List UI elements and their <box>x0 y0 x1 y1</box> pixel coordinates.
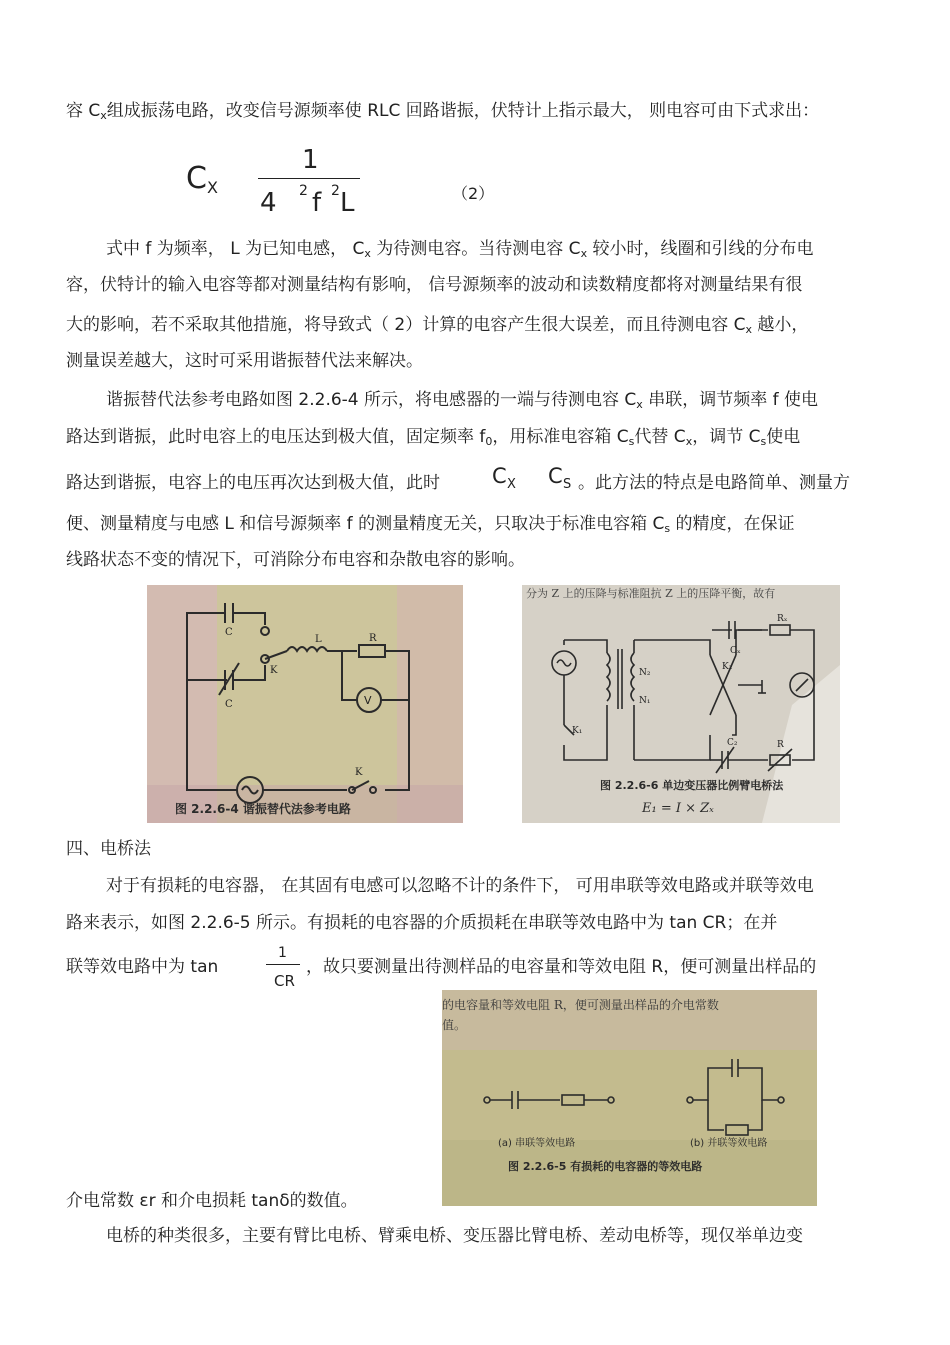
section-heading: 四、电桥法 <box>66 839 151 859</box>
formula-lhs: C <box>186 161 207 196</box>
text-line: 路达到谐振，电容上的电压再次达到极大值，此时 <box>66 473 440 493</box>
symbol-cx: C <box>492 464 507 488</box>
fraction-denominator: CR <box>274 972 295 990</box>
text-line: 式中 f 为频率， L 为已知电感， $C_x$ 为待测电容。当待测电容 $C_x$ 较小时，线圈和引线的分布电 <box>106 239 814 260</box>
figure-caption: 图 2.2.6-5 有损耗的电容器的等效电路 <box>508 1160 703 1173</box>
formula-lhs-sub: X <box>207 178 218 197</box>
label-k2: K₂ <box>722 662 733 672</box>
fraction-bar <box>258 178 360 179</box>
text-line: 对于有损耗的电容器， 在其固有电感可以忽略不计的条件下， 可用串联等效电路或并联等效电 <box>106 876 814 896</box>
symbol-cs-sub: S <box>563 477 572 492</box>
symbol-cs: C <box>548 464 563 488</box>
formula-den-L: L <box>340 188 355 218</box>
formula-den-4: 4 <box>260 188 277 218</box>
symbol-cx-sub: X <box>507 477 516 492</box>
label-r: R <box>777 740 784 750</box>
text-line: 联等效电路中为 tan <box>66 957 219 977</box>
figure-equivalent-circuits <box>442 990 817 1206</box>
text-line: ，故只要测量出待测样品的电容量和等效电阻 R，便可测量出样品的 <box>306 957 817 977</box>
figure-caption: 图 2.2.6-4 谐振替代法参考电路 <box>175 802 351 816</box>
label-series: (a) 串联等效电路 <box>498 1138 576 1149</box>
figure-top-text-2: 值。 <box>442 1018 467 1032</box>
figure-resonance-circuit <box>147 585 463 823</box>
label-cx: Cₓ <box>730 646 741 656</box>
label-n1: N₁ <box>639 696 651 706</box>
text-line: 电桥的种类很多，主要有臂比电桥、臂乘电桥、变压器比臂电桥、差动电桥等，现仅举单边变 <box>106 1226 803 1246</box>
label-k1: K₁ <box>572 726 583 736</box>
label-n2: N₂ <box>639 668 651 678</box>
fraction-bar <box>266 964 300 965</box>
figure-top-text: 分为 Z 上的压降与标准阻抗 Z 上的压降平衡，故有 <box>526 587 776 600</box>
label-c2: C <box>225 699 233 710</box>
label-v: V <box>364 694 372 707</box>
text-line: 测量误差越大，这时可采用谐振替代法来解决。 <box>66 351 423 371</box>
fraction-numerator: 1 <box>278 945 287 961</box>
text-line: 大的影响，若不采取其他措施，将导致式（ 2）计算的电容产生很大误差，而且待测电容 $C_x$ 越小， <box>66 315 809 336</box>
text-line: 容，伏特计的输入电容等都对测量结构有影响， 信号源频率的波动和读数精度都将对测量结果有很 <box>66 275 803 295</box>
text-line: 便、测量精度与电感 L 和信号源频率 f 的测量精度无关，只取决于标准电容箱 $C_s$ 的精度，在保证 <box>66 514 795 535</box>
text-line: 路来表示，如图 2.2.6-5 所示。有损耗的电容器的介质损耗在串联等效电路中为 tan CR；在并 <box>66 913 778 933</box>
circuit-diagram <box>147 585 463 823</box>
label-parallel: (b) 并联等效电路 <box>690 1138 768 1149</box>
text-line: 谐振替代法参考电路如图 2.2.6-4 所示，将电感器的一端与待测电容 $C_x$ 串联，调节频率 f 使电 <box>106 390 819 411</box>
label-c2: C₂ <box>727 738 738 748</box>
formula-den-f: f <box>312 188 322 218</box>
figure-top-text: 的电容量和等效电阻 R，便可测量出样品的介电常数 <box>442 998 719 1012</box>
text-line: 线路状态不变的情况下，可消除分布电容和杂散电容的影响。 <box>66 550 525 570</box>
label-k: K <box>270 665 278 676</box>
text-line: 容 $C_x$组成振荡电路，改变信号源频率使 RLC 回路谐振，伏特计上指示最大， 则电容可由下式求出： <box>66 101 820 122</box>
text-line: 介电常数 εr 和介电损耗 tanδ的数值。 <box>66 1191 358 1211</box>
formula-numerator: 1 <box>302 145 319 175</box>
figure-caption: 图 2.2.6-6 单边变压器比例臂电桥法 <box>600 779 784 792</box>
text-line: 。此方法的特点是电路简单、测量方 <box>578 473 850 493</box>
equation-number: （2） <box>452 184 495 203</box>
label-r: R <box>369 633 377 644</box>
formula-exp: 2 <box>331 183 340 199</box>
figure-transformer-bridge <box>522 585 840 823</box>
label-k1: K <box>355 767 363 778</box>
label-l: L <box>315 634 322 645</box>
label-c: C <box>225 627 233 638</box>
text-line: 路达到谐振，此时电容上的电压达到极大值，固定频率 $f_0$，用标准电容箱 $C_s$代替 $C_x$，调节 $C_s$使电 <box>66 427 801 448</box>
label-rx: Rₓ <box>777 614 788 624</box>
figure-formula: E₁ = I × Zₓ <box>642 801 714 816</box>
formula-exp: 2 <box>299 183 308 199</box>
